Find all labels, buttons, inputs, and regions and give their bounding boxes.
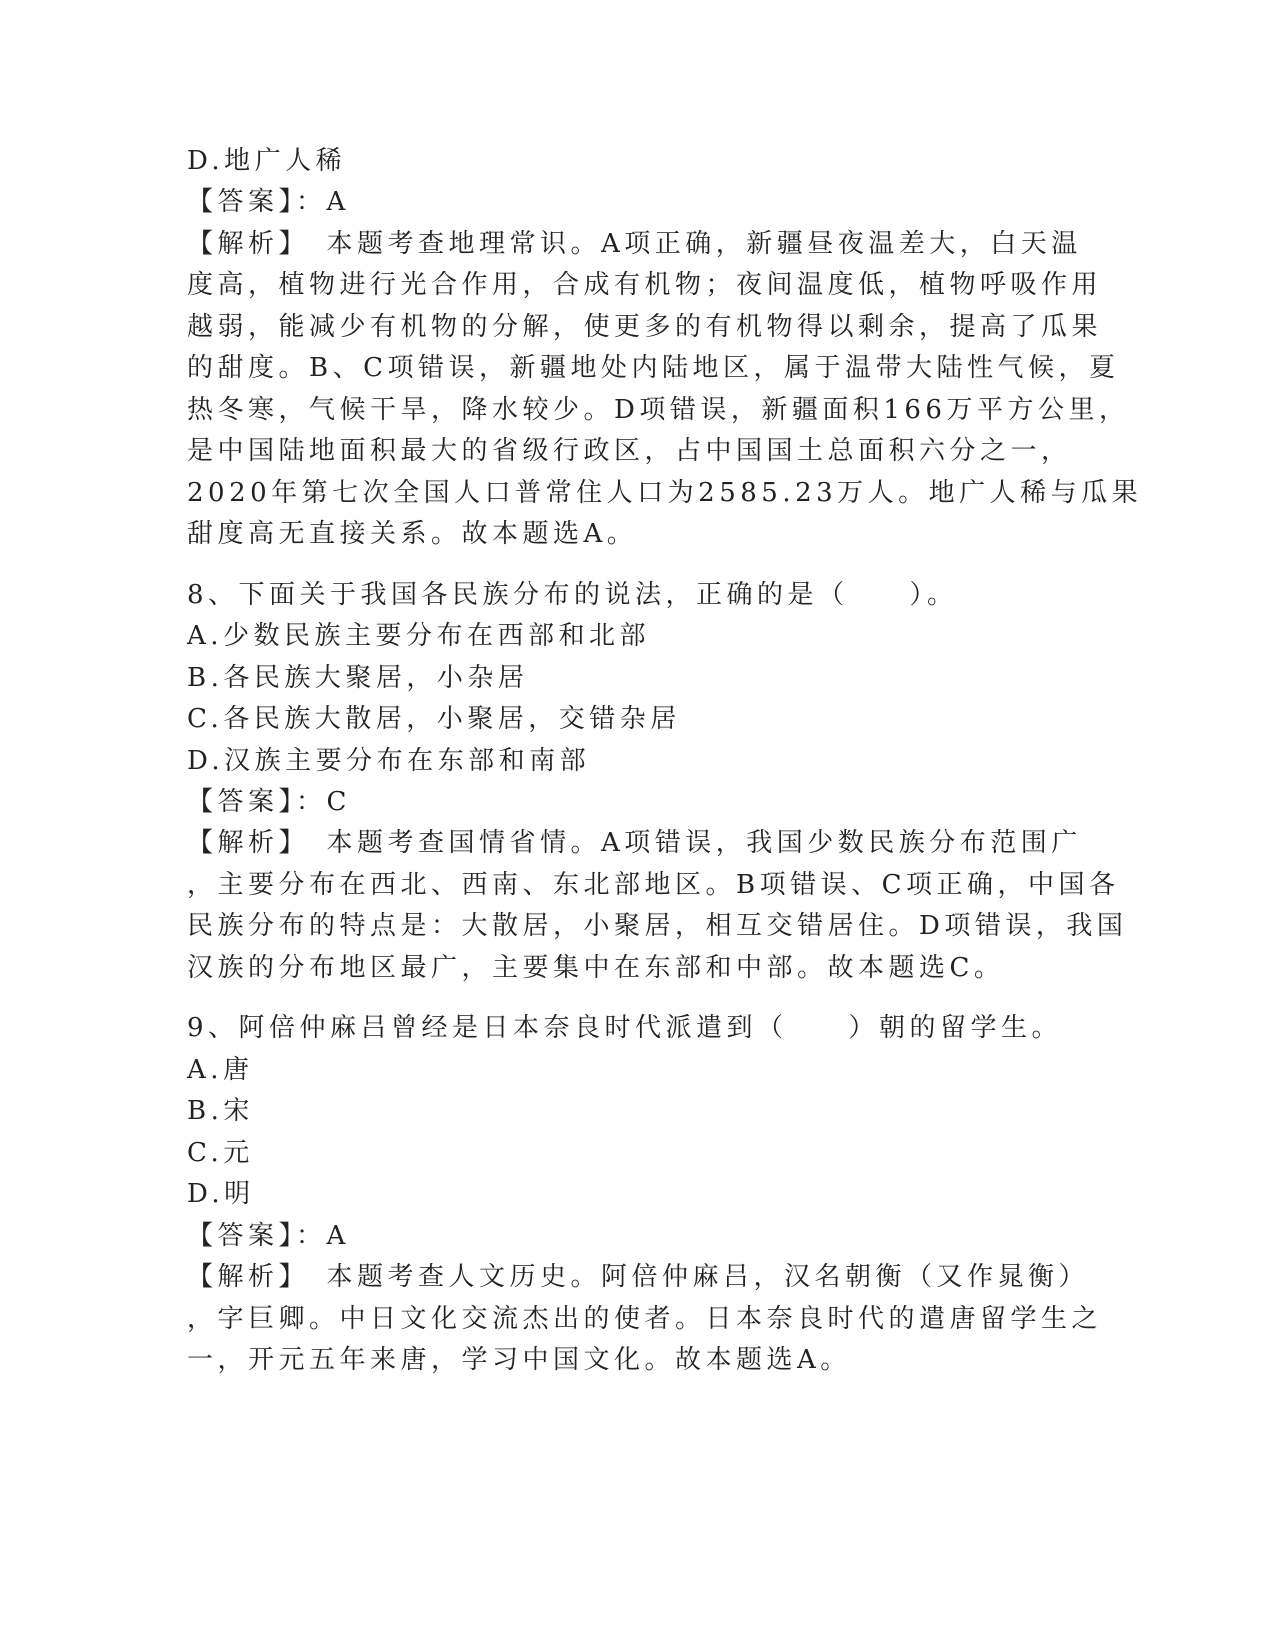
q8-option-b: B.各民族大聚居，小杂居 (187, 663, 529, 693)
q8-stem: 8、下面关于我国各民族分布的说法，正确的是（ ）。 (187, 580, 958, 610)
q7-analysis-line-3: 越弱，能减少有机物的分解，使更多的有机物得以剩余，提高了瓜果 (187, 312, 1103, 342)
q8-option-a: A.少数民族主要分布在西部和北部 (187, 621, 651, 651)
q8-analysis-line-3: 民族分布的特点是：大散居，小聚居，相互交错居住。D项错误，我国 (187, 911, 1128, 941)
q9-analysis-line-2: ，字巨卿。中日文化交流杰出的使者。日本奈良时代的遣唐留学生之 (187, 1304, 1103, 1334)
q7-analysis-line-2: 度高，植物进行光合作用，合成有机物；夜间温度低，植物呼吸作用 (187, 270, 1103, 300)
q9-option-d: D.明 (187, 1179, 255, 1209)
q8-answer: 【答案】：C (187, 787, 351, 817)
q8-option-d: D.汉族主要分布在东部和南部 (187, 746, 591, 776)
q9-analysis-line-1: 【解析】 本题考查人文历史。阿倍仲麻吕，汉名朝衡（又作晁衡） (187, 1262, 1090, 1292)
q8-analysis-line-4: 汉族的分布地区最广，主要集中在东部和中部。故本题选C。 (187, 953, 1005, 983)
q9-stem: 9、阿倍仲麻吕曾经是日本奈良时代派遣到（ ）朝的留学生。 (187, 1013, 1063, 1043)
q7-option-d: D.地广人稀 (187, 146, 347, 176)
q7-analysis-line-8: 甜度高无直接关系。故本题选A。 (187, 519, 638, 549)
q9-option-c: C.元 (187, 1138, 254, 1168)
q7-answer: 【答案】：A (187, 187, 350, 217)
q9-option-b: B.宋 (187, 1096, 254, 1126)
q8-analysis-line-2: ，主要分布在西北、西南、东北部地区。B项错误、C项正确，中国各 (187, 870, 1120, 900)
q7-analysis-line-6: 是中国陆地面积最大的省级行政区，占中国国土总面积六分之一， (187, 436, 1072, 466)
q7-analysis-line-5: 热冬寒，气候干旱，降水较少。D项错误，新疆面积166万平方公里， (187, 395, 1130, 425)
q7-analysis-line-4: 的甜度。B、C项错误，新疆地处内陆地区，属于温带大陆性气候，夏 (187, 353, 1120, 383)
q9-answer: 【答案】：A (187, 1221, 350, 1251)
q7-analysis-line-1: 【解析】 本题考查地理常识。A项正确，新疆昼夜温差大，白天温 (187, 229, 1082, 259)
q8-analysis-line-1: 【解析】 本题考查国情省情。A项错误，我国少数民族分布范围广 (187, 828, 1082, 858)
q9-option-a: A.唐 (187, 1055, 254, 1085)
q8-option-c: C.各民族大散居，小聚居，交错杂居 (187, 704, 681, 734)
q9-analysis-line-3: 一，开元五年来唐，学习中国文化。故本题选A。 (187, 1345, 851, 1375)
q7-analysis-line-7: 2020年第七次全国人口普常住人口为2585.23万人。地广人稀与瓜果 (187, 478, 1143, 508)
